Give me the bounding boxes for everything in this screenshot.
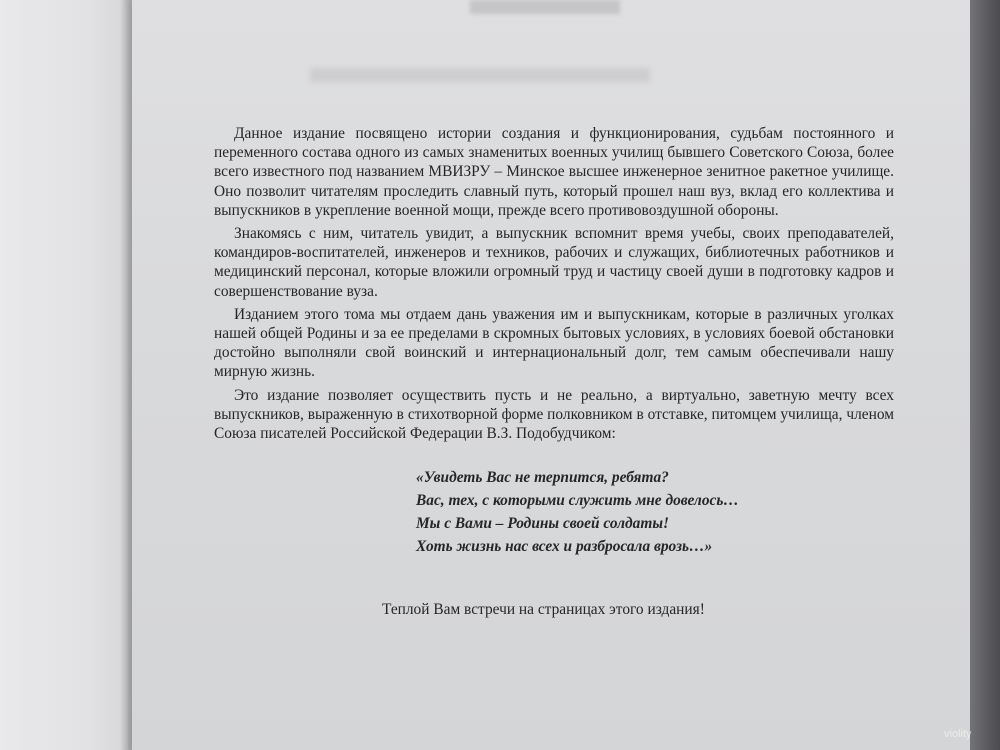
body-text [214, 124, 894, 447]
show-through-text [470, 0, 620, 14]
left-page [0, 0, 128, 750]
page-edge-strip [970, 0, 1000, 750]
poem-line: Хоть жизнь нас всех и разбросала врозь…» [416, 538, 713, 555]
paragraph: Знакомясь с ним, читатель увидит, а выпускник вспомнит время учебы, своих преподавателей, командиров-воспитателей, инженеров и техников, рабочих и служащих, библиотечных работников и медицинский персонал, которые вложили огромный труд и частицу своей души в подготовку кадров и совершенствование вуза. [214, 225, 894, 300]
show-through-heading [310, 68, 650, 82]
watermark: violity [944, 728, 972, 740]
poem-quote [416, 466, 836, 558]
poem-line: «Увидеть Вас не терпится, ребята? [416, 469, 669, 486]
paragraph: Это издание позволяет осуществить пусть и не реально, а виртуально, заветную мечту всех выпускников, выраженную в стихотворной форме полковником в отставке, питомцем училища, членом Союза писателей Российской Федерации В.З. Подобудчиком: [214, 386, 894, 443]
paragraph: Данное издание посвящено истории создания и функционирования, судьбам постоянного и переменного состава одного из самых знаменитых военных училищ бывшего Советского Союза, более всего известного под названием МВИЗРУ – Минское высшее инженерное зенитное ракетное училище. Оно позволит читателям проследить славный путь, который прошел наш вуз, вклад его коллектива и выпускников в укрепление военной мощи, прежде всего противовоздушной обороны. [214, 125, 894, 219]
poem-line: Мы с Вами – Родины своей солдаты! [416, 515, 670, 532]
poem-line: Вас, тех, с которыми служить мне довелось… [416, 492, 739, 509]
closing-line: Теплой Вам встречи на страницах этого издания! [382, 601, 705, 618]
paragraph: Изданием этого тома мы отдаем дань уважения им и выпускникам, которые в различных уголках нашей общей Родины и за ее пределами в скромных бытовых условиях, в условиях боевой обстановки достойно выполняли свой воинский и интернациональный долг, тем самым обеспечивали нашу мирную жизнь. [214, 305, 894, 381]
